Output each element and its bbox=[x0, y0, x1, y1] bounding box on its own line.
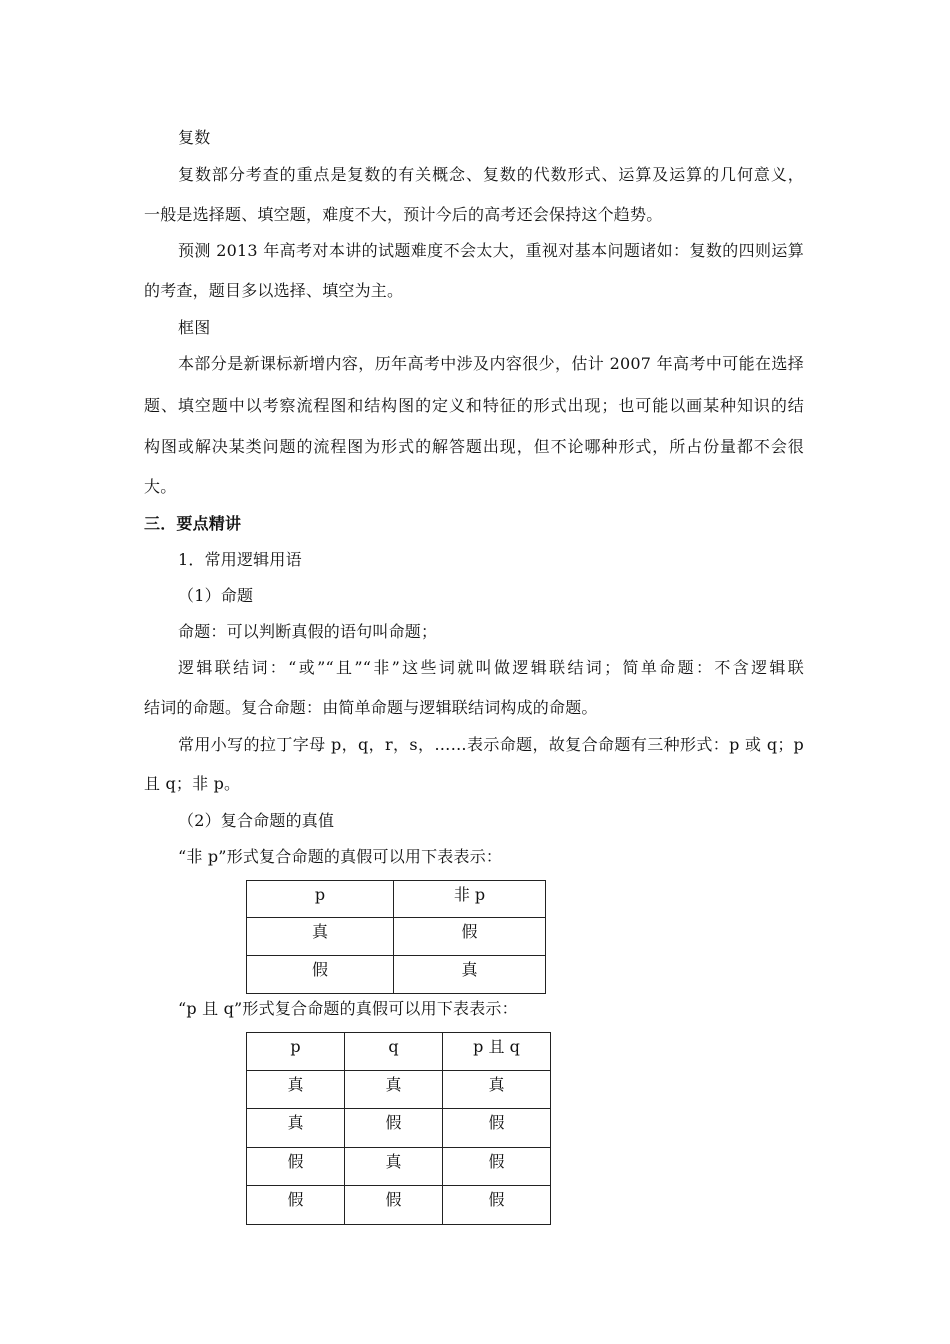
table-cell: 假 bbox=[247, 1148, 345, 1186]
table-cell: 假 bbox=[345, 1186, 443, 1225]
paragraph-line: 预测 2013 年高考对本讲的试题难度不会太大，重视对基本问题诸如：复数的四则运算 bbox=[178, 241, 804, 260]
truth-table-and bbox=[246, 1032, 551, 1225]
table-row bbox=[247, 1071, 551, 1109]
paragraph-line: 一般是选择题、填空题，难度不大，预计今后的高考还会保持这个趋势。 bbox=[144, 205, 663, 224]
section-heading-complex-numbers: 复数 bbox=[178, 128, 211, 147]
table-row bbox=[247, 1109, 551, 1148]
table-header-cell: p bbox=[247, 1033, 345, 1071]
paragraph-line: 的考查，题目多以选择、填空为主。 bbox=[144, 281, 404, 300]
table-header-row bbox=[247, 881, 546, 918]
paragraph-line: 逻辑联结词：“或”“且”“非”这些词就叫做逻辑联结词；简单命题：不含逻辑联 bbox=[178, 658, 804, 677]
paragraph-line: 且 q；非 p。 bbox=[144, 774, 241, 793]
table-cell: 假 bbox=[443, 1148, 551, 1186]
table-cell: 真 bbox=[443, 1071, 551, 1109]
table-header-cell: 非 p bbox=[394, 881, 546, 918]
paragraph-line: 结词的命题。复合命题：由简单命题与逻辑联结词构成的命题。 bbox=[144, 698, 598, 717]
paragraph-line: 本部分是新课标新增内容，历年高考中涉及内容很少，估计 2007 年高考中可能在选择 bbox=[178, 354, 804, 373]
table-cell: 真 bbox=[247, 918, 394, 956]
section-heading-key-points: 三．要点精讲 bbox=[144, 514, 242, 533]
subsection-heading: （2）复合命题的真值 bbox=[178, 811, 335, 830]
paragraph-line: 题、填空题中以考察流程图和结构图的定义和特征的形式出现；也可能以画某种知识的结 bbox=[144, 396, 804, 415]
table-intro: “非 p”形式复合命题的真假可以用下表表示： bbox=[178, 847, 503, 866]
table-cell: 真 bbox=[345, 1071, 443, 1109]
table-header-cell: p 且 q bbox=[443, 1033, 551, 1071]
table-cell: 真 bbox=[247, 1109, 345, 1148]
table-cell: 真 bbox=[394, 956, 546, 994]
table-header-cell: q bbox=[345, 1033, 443, 1071]
section-heading-flowcharts: 框图 bbox=[178, 318, 211, 337]
table-header-row bbox=[247, 1033, 551, 1071]
table-cell: 假 bbox=[443, 1109, 551, 1148]
table-cell: 假 bbox=[443, 1186, 551, 1225]
truth-table-not bbox=[246, 880, 546, 994]
table-row bbox=[247, 918, 546, 956]
paragraph-line: 常用小写的拉丁字母 p，q，r，s，……表示命题，故复合命题有三种形式：p 或 q；p bbox=[178, 735, 804, 754]
table-header-cell: p bbox=[247, 881, 394, 918]
subsection-heading: 1．常用逻辑用语 bbox=[178, 550, 302, 569]
table-cell: 假 bbox=[247, 1186, 345, 1225]
table-cell: 真 bbox=[345, 1148, 443, 1186]
table-intro: “p 且 q”形式复合命题的真假可以用下表表示： bbox=[178, 999, 518, 1018]
subsection-heading: （1）命题 bbox=[178, 586, 254, 605]
paragraph-line: 构图或解决某类问题的流程图为形式的解答题出现，但不论哪种形式，所占份量都不会很 bbox=[144, 437, 804, 456]
definition-line: 命题：可以判断真假的语句叫命题； bbox=[178, 622, 438, 641]
table-row bbox=[247, 956, 546, 994]
table-cell: 真 bbox=[247, 1071, 345, 1109]
table-cell: 假 bbox=[345, 1109, 443, 1148]
table-row bbox=[247, 1148, 551, 1186]
table-row bbox=[247, 1186, 551, 1225]
paragraph-line: 大。 bbox=[144, 477, 177, 496]
paragraph-line: 复数部分考查的重点是复数的有关概念、复数的代数形式、运算及运算的几何意义， bbox=[178, 165, 804, 184]
table-cell: 假 bbox=[247, 956, 394, 994]
table-cell: 假 bbox=[394, 918, 546, 956]
